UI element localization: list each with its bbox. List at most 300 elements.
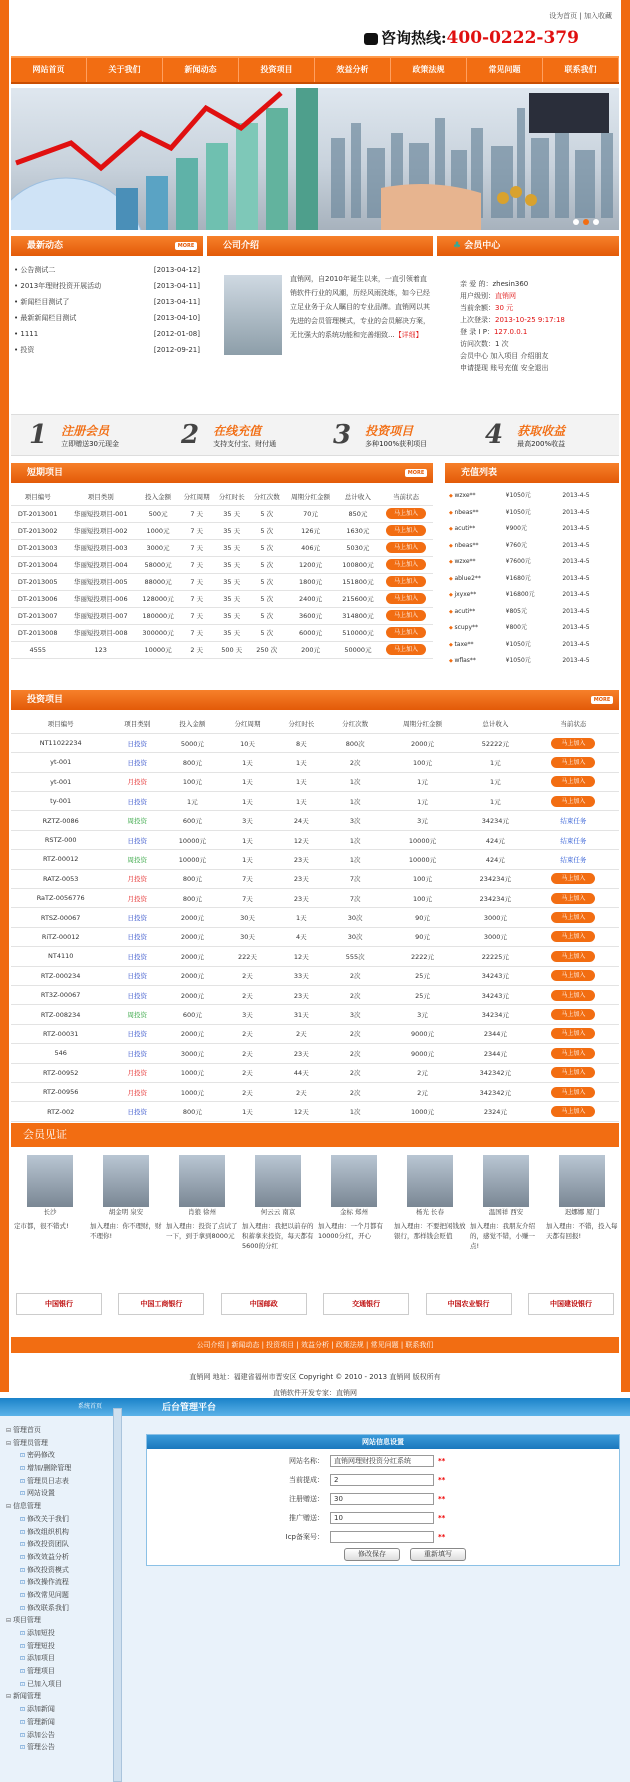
table-cell bbox=[379, 607, 433, 624]
news-more-button[interactable]: MORE bbox=[175, 242, 197, 250]
table-cell: 1天 bbox=[221, 830, 275, 849]
member-row-label: 访问次数： bbox=[460, 340, 495, 348]
nav-item[interactable]: 网站首页 bbox=[11, 58, 87, 82]
table-cell: 7 天 bbox=[179, 522, 214, 539]
table-cell: 7天 bbox=[221, 869, 275, 888]
table-cell: 800元 bbox=[164, 753, 220, 772]
join-button[interactable]: 马上加入 bbox=[551, 990, 595, 1001]
step-number: 2 bbox=[181, 420, 200, 450]
status-ended: 结束任务 bbox=[560, 817, 587, 826]
recharge-cell: ◆ acuti** bbox=[449, 604, 506, 621]
person-name: 金标 郑州 bbox=[339, 1208, 369, 1216]
table-cell: 35 天 bbox=[214, 539, 249, 556]
nav-item[interactable]: 常见问题 bbox=[467, 58, 543, 82]
table-header-cell: 分红时长 bbox=[274, 714, 328, 733]
table-cell: 35 天 bbox=[214, 505, 249, 522]
news-item[interactable] bbox=[14, 294, 200, 310]
tree-item[interactable]: ⊟ 新闻管理 bbox=[6, 1690, 108, 1703]
form-label: Icp备案号： bbox=[285, 1533, 324, 1541]
table-cell: 10000元 bbox=[137, 641, 179, 658]
member-row-label: 用户级别： bbox=[460, 292, 495, 300]
member-links-2[interactable]: 申请提现 账号充值 安全退出 bbox=[460, 364, 549, 372]
join-button[interactable]: 马上加入 bbox=[551, 1106, 595, 1117]
table-cell bbox=[528, 1005, 619, 1024]
invest-projects-more-button[interactable]: MORE bbox=[591, 696, 613, 704]
testimonials-header: 会员见证 bbox=[11, 1123, 619, 1147]
table-cell: NT11022234 bbox=[11, 733, 110, 752]
tree-item[interactable]: ⊡ 管理公告 bbox=[6, 1741, 108, 1754]
table-cell: 3次 bbox=[328, 811, 382, 830]
table-cell: RSTZ-000 bbox=[11, 830, 110, 849]
table-cell: 128000元 bbox=[137, 590, 179, 607]
news-item-title[interactable]: • 新闻栏目测试了 bbox=[14, 294, 69, 310]
table-cell: 25元 bbox=[382, 985, 463, 1004]
table-cell: 1次 bbox=[328, 792, 382, 811]
table-cell: 2天 bbox=[221, 1063, 275, 1082]
tree-item[interactable]: ⊡ 管理员日志表 bbox=[6, 1475, 108, 1488]
table-cell: 日投资 bbox=[110, 1024, 164, 1043]
table-cell: 35 天 bbox=[214, 590, 249, 607]
table-cell: 7次 bbox=[328, 869, 382, 888]
required-mark: ** bbox=[438, 1495, 446, 1503]
join-button[interactable]: 马上加入 bbox=[551, 1028, 595, 1039]
table-cell: 2000元 bbox=[164, 966, 220, 985]
table-cell bbox=[528, 811, 619, 830]
table-row bbox=[11, 927, 619, 946]
table-cell: 1天 bbox=[221, 772, 275, 791]
join-button[interactable]: 马上加入 bbox=[551, 1067, 595, 1078]
join-button[interactable]: 马上加入 bbox=[386, 593, 426, 604]
table-cell: 342342元 bbox=[463, 1063, 528, 1082]
table-cell: 90元 bbox=[382, 927, 463, 946]
recharge-cell: ◆ nbeas** bbox=[449, 538, 506, 555]
table-cell: RTZ-000234 bbox=[11, 966, 110, 985]
nav-item[interactable]: 效益分析 bbox=[315, 58, 391, 82]
news-item-date: [2013-04-10] bbox=[153, 314, 200, 322]
table-cell: 1次 bbox=[328, 772, 382, 791]
nav-item[interactable]: 新闻动态 bbox=[163, 58, 239, 82]
required-mark: ** bbox=[438, 1514, 446, 1522]
table-cell: 1天 bbox=[221, 792, 275, 811]
table-cell: 日投资 bbox=[110, 927, 164, 946]
tree-item[interactable]: ⊡ 网站设置 bbox=[6, 1487, 108, 1500]
reset-button[interactable]: 重新填写 bbox=[410, 1548, 466, 1561]
tree-item[interactable]: ⊡ 修改组织机构 bbox=[6, 1526, 108, 1539]
recharge-cell: 2013-4-5 bbox=[562, 640, 590, 648]
table-cell: 35 天 bbox=[214, 624, 249, 641]
form-label: 当前提成： bbox=[289, 1476, 324, 1484]
form-input[interactable]: 30 bbox=[330, 1493, 434, 1505]
table-cell: 6000元 bbox=[284, 624, 337, 641]
table-cell: RTZ-00031 bbox=[11, 1024, 110, 1043]
form-input[interactable]: 直销网理财投资分红系统 bbox=[330, 1455, 434, 1467]
table-cell: 10000元 bbox=[164, 850, 220, 869]
table-cell: 12天 bbox=[274, 1102, 328, 1121]
recharge-cell: ◆ wzxe** bbox=[449, 488, 506, 505]
settings-form-title: 网站信息设置 bbox=[147, 1435, 619, 1449]
form-input[interactable] bbox=[330, 1531, 434, 1543]
table-cell: 250 次 bbox=[249, 641, 284, 658]
member-links-1[interactable]: 会员中心 加入项目 介绍朋友 bbox=[460, 352, 549, 360]
testimonial-person bbox=[242, 1155, 314, 1251]
tree-item[interactable]: ⊡ 修改投资模式 bbox=[6, 1564, 108, 1577]
table-cell: 5 次 bbox=[249, 556, 284, 573]
tree-item[interactable]: ⊡ 修改关于我们 bbox=[6, 1513, 108, 1526]
tree-item[interactable]: ⊡ 密码修改 bbox=[6, 1449, 108, 1462]
table-cell: 日投资 bbox=[110, 947, 164, 966]
table-cell: 510000元 bbox=[337, 624, 379, 641]
news-item[interactable] bbox=[14, 326, 200, 342]
table-cell: DT-2013002 bbox=[11, 522, 64, 539]
table-cell: 华丽短投项目-004 bbox=[64, 556, 136, 573]
table-cell: 34243元 bbox=[463, 985, 528, 1004]
step-text bbox=[365, 422, 427, 449]
table-cell: 5 次 bbox=[249, 624, 284, 641]
table-cell bbox=[528, 1063, 619, 1082]
table-cell: 1元 bbox=[463, 753, 528, 772]
table-cell: 58000元 bbox=[137, 556, 179, 573]
member-row-value: zhesin360 bbox=[492, 280, 529, 288]
join-button[interactable]: 马上加入 bbox=[386, 508, 426, 519]
table-cell: 30次 bbox=[328, 927, 382, 946]
bank-logo[interactable]: 交通银行 bbox=[323, 1293, 409, 1315]
table-header-cell: 项目类别 bbox=[64, 488, 136, 505]
tree-item[interactable]: ⊡ 添加公告 bbox=[6, 1729, 108, 1742]
table-row bbox=[11, 889, 619, 908]
table-cell: 1元 bbox=[382, 792, 463, 811]
table-cell: 44天 bbox=[274, 1063, 328, 1082]
table-cell: 600元 bbox=[164, 1005, 220, 1024]
table-cell: 30次 bbox=[328, 908, 382, 927]
person-photo bbox=[179, 1155, 225, 1207]
join-button[interactable]: 马上加入 bbox=[551, 1087, 595, 1098]
table-cell: 1天 bbox=[274, 753, 328, 772]
form-input[interactable]: 2 bbox=[330, 1474, 434, 1486]
admin-scrollbar[interactable] bbox=[113, 1408, 122, 1782]
table-cell: 3次 bbox=[328, 1005, 382, 1024]
table-cell: 10000元 bbox=[382, 850, 463, 869]
table-cell: 10000元 bbox=[382, 830, 463, 849]
join-button[interactable]: 马上加入 bbox=[551, 1009, 595, 1020]
tree-item[interactable]: ⊡ 管理新闻 bbox=[6, 1716, 108, 1729]
nav-item[interactable]: 投资项目 bbox=[239, 58, 315, 82]
table-cell bbox=[379, 573, 433, 590]
table-cell bbox=[528, 1044, 619, 1063]
table-row bbox=[11, 641, 433, 658]
news-item[interactable] bbox=[14, 278, 200, 294]
table-cell: 5 次 bbox=[249, 539, 284, 556]
required-mark: ** bbox=[438, 1533, 446, 1541]
table-cell: 7次 bbox=[328, 889, 382, 908]
member-row bbox=[460, 314, 610, 326]
table-cell: 2天 bbox=[221, 966, 275, 985]
join-button[interactable]: 马上加入 bbox=[551, 796, 595, 807]
member-row-label: 上次登录： bbox=[460, 316, 495, 324]
table-cell: 2次 bbox=[328, 985, 382, 1004]
join-button[interactable]: 马上加入 bbox=[551, 951, 595, 962]
recharge-title: 充值列表 bbox=[461, 468, 498, 478]
table-cell: 华丽短投项目-007 bbox=[64, 607, 136, 624]
table-cell: 华丽短投项目-001 bbox=[64, 505, 136, 522]
form-label: 推广赠送： bbox=[289, 1514, 324, 1522]
table-header-cell: 周期分红金额 bbox=[382, 714, 463, 733]
step-text bbox=[517, 422, 565, 449]
tree-item[interactable]: ⊡ 修改常见问题 bbox=[6, 1589, 108, 1602]
table-row bbox=[11, 1024, 619, 1043]
table-cell: 2天 bbox=[221, 1024, 275, 1043]
table-cell bbox=[379, 505, 433, 522]
table-cell: 342342元 bbox=[463, 1082, 528, 1101]
tree-item[interactable]: ⊡ 增加/删除管理 bbox=[6, 1462, 108, 1475]
table-cell: RZTZ-0086 bbox=[11, 811, 110, 830]
table-cell: 23天 bbox=[274, 889, 328, 908]
join-button[interactable]: 马上加入 bbox=[551, 893, 595, 904]
form-input[interactable]: 10 bbox=[330, 1512, 434, 1524]
recharge-row bbox=[449, 505, 619, 522]
banner-graphic bbox=[11, 88, 619, 230]
tree-item[interactable]: ⊡ 修改联系我们 bbox=[6, 1602, 108, 1615]
recharge-row bbox=[449, 571, 619, 588]
table-row bbox=[11, 908, 619, 927]
join-button[interactable]: 马上加入 bbox=[551, 1048, 595, 1059]
table-header-cell: 当前状态 bbox=[528, 714, 619, 733]
person-quote: 加入理由：我朋友介绍的，感觉不错，小赚一点! bbox=[470, 1222, 535, 1250]
table-cell: 800元 bbox=[164, 869, 220, 888]
table-cell: RTZ-00012 bbox=[11, 850, 110, 869]
tree-item[interactable]: ⊡ 修改投资团队 bbox=[6, 1538, 108, 1551]
tree-item[interactable]: ⊡ 修改效益分析 bbox=[6, 1551, 108, 1564]
person-quote: 加入理由：不错，投入每天都有回报! bbox=[546, 1222, 618, 1240]
nav-item[interactable]: 联系我们 bbox=[543, 58, 619, 82]
join-button[interactable]: 马上加入 bbox=[551, 776, 595, 787]
bank-logo[interactable]: 中国工商银行 bbox=[118, 1293, 204, 1315]
join-button[interactable]: 马上加入 bbox=[551, 931, 595, 942]
tree-item[interactable]: ⊟ 管理首页 bbox=[6, 1424, 108, 1437]
table-cell: NT4110 bbox=[11, 947, 110, 966]
short-projects-more-button[interactable]: MORE bbox=[405, 469, 427, 477]
table-cell: 35 天 bbox=[214, 522, 249, 539]
table-cell bbox=[528, 966, 619, 985]
news-item-title[interactable]: • 2013年理财投资开展活动 bbox=[14, 278, 101, 294]
join-button[interactable]: 马上加入 bbox=[386, 627, 426, 638]
recharge-cell: ◆ wflas** bbox=[449, 653, 506, 670]
table-cell: 234234元 bbox=[463, 889, 528, 908]
bank-logo[interactable]: 中国邮政 bbox=[221, 1293, 307, 1315]
news-item[interactable] bbox=[14, 262, 200, 278]
tree-item[interactable]: ⊟ 项目管理 bbox=[6, 1614, 108, 1627]
join-button[interactable]: 马上加入 bbox=[551, 912, 595, 923]
tree-item[interactable]: ⊡ 添加短投 bbox=[6, 1627, 108, 1640]
step-title: 注册会员 bbox=[61, 423, 110, 438]
news-item[interactable] bbox=[14, 310, 200, 326]
tree-item[interactable]: ⊡ 已加入项目 bbox=[6, 1678, 108, 1691]
table-cell: 1000元 bbox=[137, 522, 179, 539]
table-header-cell: 分红次数 bbox=[328, 714, 382, 733]
table-header-cell: 分红周期 bbox=[221, 714, 275, 733]
testimonial-person bbox=[318, 1155, 390, 1241]
join-button[interactable]: 马上加入 bbox=[551, 873, 595, 884]
table-cell: 24天 bbox=[274, 811, 328, 830]
table-cell: 2元 bbox=[382, 1082, 463, 1101]
join-button[interactable]: 马上加入 bbox=[386, 542, 426, 553]
recharge-cell: ¥1050元 bbox=[505, 508, 531, 516]
news-item-title[interactable]: • 最新新闻栏目测试 bbox=[14, 310, 76, 326]
table-cell: 10天 bbox=[221, 733, 275, 752]
table-cell: 7 天 bbox=[179, 539, 214, 556]
table-cell: 2000元 bbox=[164, 1024, 220, 1043]
table-cell bbox=[528, 792, 619, 811]
table-cell: DT-2013001 bbox=[11, 505, 64, 522]
form-row bbox=[200, 1454, 500, 1468]
nav-item[interactable]: 政策法规 bbox=[391, 58, 467, 82]
news-title: 最新动态 bbox=[27, 241, 64, 251]
bank-logo[interactable]: 中国银行 bbox=[16, 1293, 102, 1315]
table-row bbox=[11, 733, 619, 752]
recharge-cell: ¥1050元 bbox=[505, 492, 531, 499]
table-cell: DT-2013005 bbox=[11, 573, 64, 590]
bank-logo[interactable]: 中国建设银行 bbox=[528, 1293, 614, 1315]
table-cell: 200元 bbox=[284, 641, 337, 658]
person-photo bbox=[331, 1155, 377, 1207]
required-mark: ** bbox=[438, 1457, 446, 1465]
table-cell: 日投资 bbox=[110, 792, 164, 811]
step-item bbox=[11, 415, 163, 455]
recharge-cell: 2013-4-5 bbox=[562, 574, 590, 582]
join-button[interactable]: 马上加入 bbox=[551, 738, 595, 749]
table-cell: 2次 bbox=[328, 1044, 382, 1063]
member-title: 会员中心 bbox=[464, 241, 501, 251]
testimonial-person bbox=[90, 1155, 162, 1241]
news-item[interactable] bbox=[14, 342, 200, 358]
recharge-cell: ¥805元 bbox=[505, 607, 527, 615]
recharge-row bbox=[449, 620, 619, 637]
person-name: 胡金明 泉安 bbox=[108, 1208, 144, 1216]
join-button[interactable]: 马上加入 bbox=[386, 559, 426, 570]
table-cell: 5 次 bbox=[249, 522, 284, 539]
recharge-row bbox=[449, 538, 619, 555]
table-cell: 800元 bbox=[164, 889, 220, 908]
person-quote: 加入理由：不要把闲钱放银行，那样钱会贬值 bbox=[394, 1222, 466, 1240]
table-row bbox=[11, 966, 619, 985]
short-projects-table bbox=[11, 488, 433, 659]
admin-title: 后台管理平台 bbox=[162, 1403, 217, 1413]
form-row bbox=[200, 1530, 500, 1544]
table-row bbox=[11, 522, 433, 539]
table-cell: 日投资 bbox=[110, 733, 164, 752]
table-cell: 3元 bbox=[382, 1005, 463, 1024]
recharge-cell: ¥7600元 bbox=[505, 558, 531, 565]
join-button[interactable]: 马上加入 bbox=[551, 970, 595, 981]
table-cell: RT3Z-00067 bbox=[11, 985, 110, 1004]
news-item-date: [2012-01-08] bbox=[153, 330, 200, 338]
about-detail-link[interactable]: 【详细】 bbox=[394, 331, 423, 339]
table-cell: 1天 bbox=[221, 850, 275, 869]
table-cell: 90元 bbox=[382, 908, 463, 927]
table-row bbox=[11, 753, 619, 772]
table-cell bbox=[528, 753, 619, 772]
table-cell bbox=[379, 522, 433, 539]
member-row-value: 127.0.0.1 bbox=[493, 328, 528, 336]
news-item-date: [2013-04-11] bbox=[153, 298, 200, 306]
admin-home-button[interactable]: 系统首页 bbox=[78, 1403, 103, 1410]
about-title: 公司介绍 bbox=[223, 241, 260, 251]
table-cell: 周投资 bbox=[110, 1005, 164, 1024]
table-cell: 33天 bbox=[274, 966, 328, 985]
table-cell bbox=[528, 985, 619, 1004]
tree-item[interactable]: ⊟ 信息管理 bbox=[6, 1500, 108, 1513]
table-cell: 850元 bbox=[337, 505, 379, 522]
person-photo bbox=[27, 1155, 73, 1207]
table-cell bbox=[528, 869, 619, 888]
table-cell: DT-2013003 bbox=[11, 539, 64, 556]
testimonial-person bbox=[166, 1155, 238, 1241]
tree-item[interactable]: ⊡ 管理项目 bbox=[6, 1665, 108, 1678]
join-button[interactable]: 马上加入 bbox=[386, 644, 426, 655]
footer-nav[interactable]: 公司介绍 | 新闻动态 | 投资项目 | 效益分析 | 政策法规 | 常见问题 | 联系我们 bbox=[11, 1337, 619, 1353]
tree-item[interactable]: ⊡ 添加新闻 bbox=[6, 1703, 108, 1716]
person-photo bbox=[559, 1155, 605, 1207]
save-button[interactable]: 修改保存 bbox=[344, 1548, 400, 1561]
join-button[interactable]: 马上加入 bbox=[386, 610, 426, 621]
tree-item[interactable]: ⊟ 管理员管理 bbox=[6, 1437, 108, 1450]
hero-banner bbox=[11, 88, 619, 230]
person-name: 迟娜娜 厦门 bbox=[564, 1208, 600, 1216]
table-cell: 华丽短投项目-008 bbox=[64, 624, 136, 641]
top-links[interactable]: 设为首页 | 加入收藏 bbox=[549, 12, 612, 20]
table-header-cell: 投入金额 bbox=[164, 714, 220, 733]
about-body: 直销网，自2010年诞生以来，一直引领着直销软件行业的风潮，历经风雨洗练，如今已经立足业务于众人瞩目的专业品牌。直销网以其先进的会员管理模式，专业的会员解决方案，无比强大的系统功能和完善细致... bbox=[290, 275, 430, 339]
tree-item[interactable]: ⊡ 修改操作流程 bbox=[6, 1576, 108, 1589]
table-cell: 546 bbox=[11, 1044, 110, 1063]
table-cell: 9000元 bbox=[382, 1024, 463, 1043]
table-cell: 7 天 bbox=[179, 573, 214, 590]
table-row bbox=[11, 607, 433, 624]
table-header-cell: 投入金额 bbox=[137, 488, 179, 505]
table-cell: 100元 bbox=[382, 753, 463, 772]
table-cell: 2344元 bbox=[463, 1024, 528, 1043]
admin-tree-menu bbox=[6, 1424, 108, 1754]
table-cell: 1天 bbox=[274, 772, 328, 791]
bank-logo[interactable]: 中国农业银行 bbox=[426, 1293, 512, 1315]
join-button[interactable]: 马上加入 bbox=[386, 576, 426, 587]
news-item-title[interactable]: • 公告测试二 bbox=[14, 262, 55, 278]
tree-item[interactable]: ⊡ 添加项目 bbox=[6, 1652, 108, 1665]
table-cell bbox=[528, 830, 619, 849]
table-cell: 2000元 bbox=[164, 985, 220, 1004]
member-row-label: 亲 爱 的： bbox=[460, 280, 493, 288]
table-cell: 华丽短投项目-005 bbox=[64, 573, 136, 590]
join-button[interactable]: 马上加入 bbox=[386, 525, 426, 536]
table-row bbox=[11, 1082, 619, 1101]
news-item-title[interactable]: • 投资 bbox=[14, 342, 34, 358]
person-photo bbox=[407, 1155, 453, 1207]
table-cell: 35 天 bbox=[214, 607, 249, 624]
recharge-row bbox=[449, 637, 619, 654]
table-cell: 3600元 bbox=[284, 607, 337, 624]
tree-item[interactable]: ⊡ 管理短投 bbox=[6, 1640, 108, 1653]
about-text bbox=[290, 272, 430, 342]
step-number: 1 bbox=[29, 420, 48, 450]
news-item-title[interactable]: • 1111 bbox=[14, 326, 38, 342]
step-text bbox=[61, 422, 119, 449]
nav-item[interactable]: 关于我们 bbox=[87, 58, 163, 82]
table-cell: 2次 bbox=[328, 1063, 382, 1082]
join-button[interactable]: 马上加入 bbox=[551, 757, 595, 768]
table-cell bbox=[379, 590, 433, 607]
table-cell: 215600元 bbox=[337, 590, 379, 607]
table-cell: 日投资 bbox=[110, 753, 164, 772]
table-cell: 3元 bbox=[382, 811, 463, 830]
